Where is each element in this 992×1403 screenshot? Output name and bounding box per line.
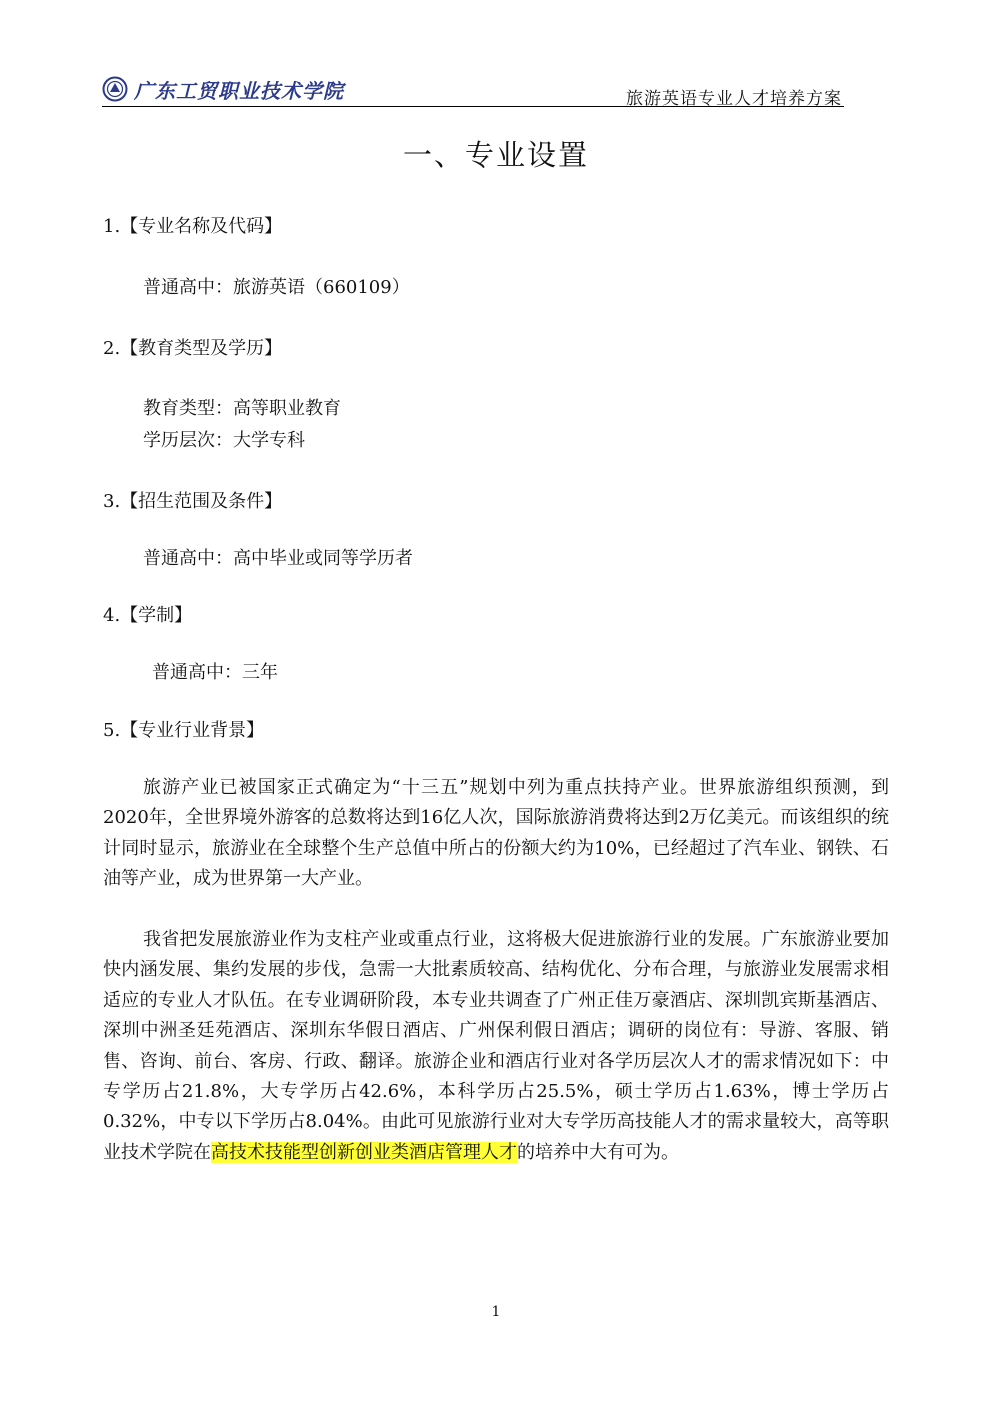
document-header-title: 旅游英语专业人才培养方案 bbox=[626, 89, 842, 109]
paragraph-2-ending: 的培养中大有可为。 bbox=[517, 1141, 679, 1163]
section-3-line-1: 普通高中：高中毕业或同等学历者 bbox=[143, 548, 413, 569]
section-4-heading: 4.【学制】 bbox=[103, 605, 193, 626]
section-2-line-1: 教育类型：高等职业教育 bbox=[143, 398, 341, 419]
page-title: 一、专业设置 bbox=[402, 138, 589, 172]
background-paragraph-2 bbox=[103, 925, 889, 1168]
page-number: 1 bbox=[491, 1304, 501, 1320]
section-2-line-2: 学历层次：大学专科 bbox=[143, 430, 305, 451]
page-header bbox=[102, 72, 844, 108]
header-divider bbox=[102, 106, 844, 107]
section-1-line-1: 普通高中：旅游英语（660109） bbox=[143, 277, 410, 298]
section-4-line-1: 普通高中：三年 bbox=[152, 662, 278, 683]
background-paragraph-1: 旅游产业已被国家正式确定为“十三五”规划中列为重点扶持产业。世界旅游组织预测，到2020年，全世界境外游客的总数将达到16亿人次，国际旅游消费将达到2万亿美元。而该组织的统计同时显示，旅游业在全球整个生产总值中所占的份额大约为10%，已经超过了汽车业、钢铁、石油等产业，成为世界第一大产业。 bbox=[103, 777, 889, 890]
school-emblem-icon bbox=[102, 76, 128, 102]
school-name-logo-text: 广东工贸职业技术学院 bbox=[134, 78, 344, 103]
highlighted-text: 高技术技能型创新创业类酒店管理人才 bbox=[211, 1141, 517, 1163]
section-1-heading: 1.【专业名称及代码】 bbox=[103, 216, 283, 237]
paragraph-2-text: 我省把发展旅游业作为支柱产业或重点行业，这将极大促进旅游行业的发展。广东旅游业要加快内涵发展、集约发展的步伐，急需一大批素质较高、结构优化、分布合理，与旅游业发展需求相适应的专业人才队伍。在专业调研阶段，本专业共调查了广州正佳万豪酒店、深圳凯宾斯基酒店、深圳中洲圣廷苑酒店、深圳东华假日酒店、广州保利假日酒店；调研的岗位有：导游、客服、销售、咨询、前台、客房、行政、翻译。旅游企业和酒店行业对各学历层次人才的需求情况如下：中专学历占21.8%，大专学历占42.6%，本科学历占25.5%，硕士学历占1.63%，博士学历占0.32%，中专以下学历占8.04%。由此可见旅游行业对大专学历高技能人才的需求量较大，高等职业技术学院在 bbox=[103, 929, 889, 1163]
section-2-heading: 2.【教育类型及学历】 bbox=[103, 338, 283, 359]
section-3-heading: 3.【招生范围及条件】 bbox=[103, 491, 283, 512]
school-logo bbox=[102, 74, 344, 104]
section-5-heading: 5.【专业行业背景】 bbox=[103, 720, 265, 741]
